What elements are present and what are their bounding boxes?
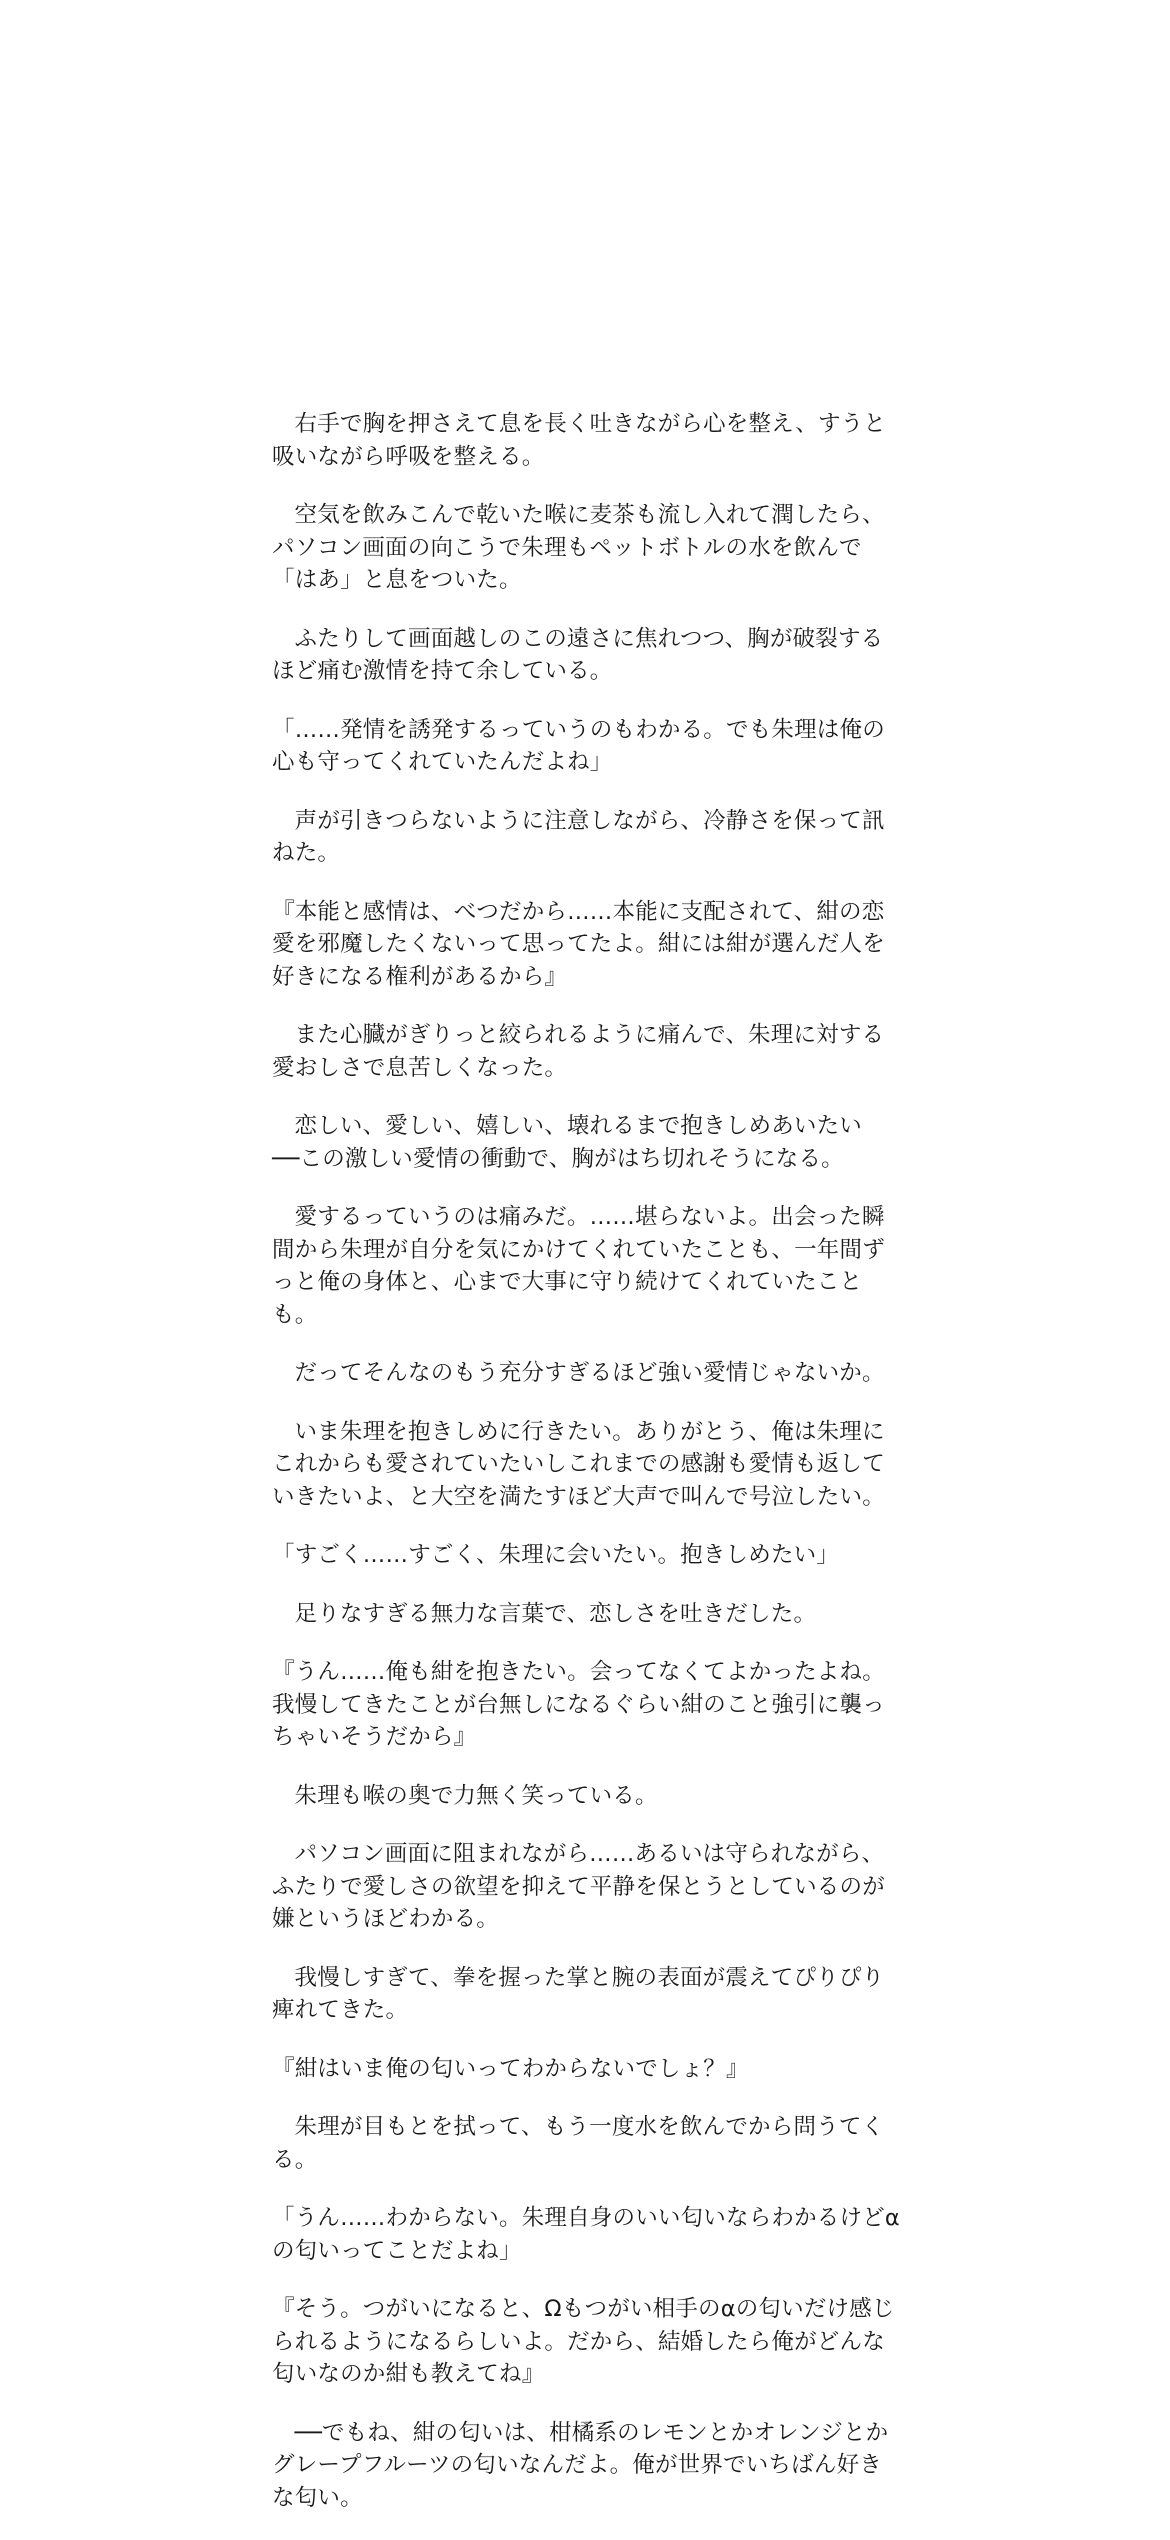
dialogue-paragraph: 「うん……わからない。朱理自身のいい匂いならわかるけどαの匂いってことだよね」 — [272, 2205, 900, 2264]
narration-paragraph: だってそんなのもう充分すぎるほど強い愛情じゃないか。 — [294, 1360, 885, 1386]
narration-paragraph: 我慢しすぎて、拳を握った掌と腕の表面が震えてぴりぴり痺れてきた。 — [272, 1964, 885, 2023]
dialogue-paragraph: 『そう。つがいになると、Ωもつがい相手のαの匂いだけ感じられるようになるらしいよ。だから、結婚したら俺がどんな匂いなのか紺も教えてね』 — [272, 2296, 895, 2387]
dialogue-paragraph: 「すごく……すごく、朱理に会いたい。抱きしめたい」 — [272, 1542, 840, 1568]
narration-paragraph: ──でもね、紺の匂いは、柑橘系のレモンとかオレンジとかグレープフルーツの匂いなんだよ。俺が世界でいちばん好きな匂い。 — [272, 2419, 889, 2511]
narration-paragraph: パソコン画面に阻まれながら……あるいは守られながら、ふたりで愛しさの欲望を抑えて平静を保とうとしているのが嫌というほどわかる。 — [272, 1841, 885, 1932]
narration-paragraph: 愛するっていうのは痛みだ。……堪らないよ。出会った瞬間から朱理が自分を気にかけてくれていたことも、一年間ずっと俺の身体と、心まで大事に守り続けてくれていたことも。 — [272, 1204, 885, 1328]
narration-paragraph: いま朱理を抱きしめに行きたい。ありがとう、俺は朱理にこれからも愛されていたいしこれまでの感謝も愛情も返していきたいよ、と大空を満たすほど大声で叫んで号泣したい。 — [272, 1418, 885, 1510]
dialogue-paragraph: 『紺はいま俺の匂いってわからないでしょ？』 — [272, 2055, 749, 2082]
narration-paragraph: 空気を飲みこんで乾いた喉に麦茶も流し入れて潤したら、パソコン画面の向こうで朱理もペットボトルの水を飲んで「はあ」と息をついた。 — [272, 502, 885, 593]
narration-paragraph: 声が引きつらないように注意しながら、冷静さを保って訊ねた。 — [272, 807, 885, 866]
narration-paragraph: また心臓がぎりっと絞られるように痛んで、朱理に対する愛おしさで息苦しくなった。 — [272, 1022, 885, 1081]
narration-paragraph: 足りなすぎる無力な言葉で、恋しさを吐きだした。 — [294, 1600, 817, 1627]
dialogue-paragraph: 『うん……俺も紺を抱きたい。会ってなくてよかったよね。我慢してきたことが台無しになるぐらい紺のこと強引に襲っちゃいそうだから』 — [272, 1659, 885, 1750]
dialogue-paragraph: 『本能と感情は、べつだから……本能に支配されて、紺の恋愛を邪魔したくないって思ってたよ。紺には紺が選んだ人を好きになる権利があるから』 — [272, 898, 885, 990]
narration-paragraph: 恋しい、愛しい、嬉しい、壊れるまで抱きしめあいたい ──この激しい愛情の衝動で、胸がはち切れそうになる。 — [272, 1113, 863, 1172]
narration-paragraph: 右手で胸を押さえて息を長く吐きながら心を整え、すうと吸いながら呼吸を整える。 — [272, 411, 887, 470]
dialogue-paragraph: 「……発情を誘発するっていうのもわかる。でも朱理は俺の心も守ってくれていたんだよね」 — [272, 716, 885, 775]
narration-paragraph: ふたりして画面越しのこの遠さに焦れつつ、胸が破裂するほど痛む激情を持て余している。 — [272, 625, 884, 684]
novel-text-body — [272, 408, 900, 2540]
narration-paragraph: 朱理も喉の奥で力無く笑っている。 — [294, 1782, 658, 1809]
narration-paragraph: 朱理が目もとを拭って、もう一度水を飲んでから問うてくる。 — [272, 2114, 885, 2173]
